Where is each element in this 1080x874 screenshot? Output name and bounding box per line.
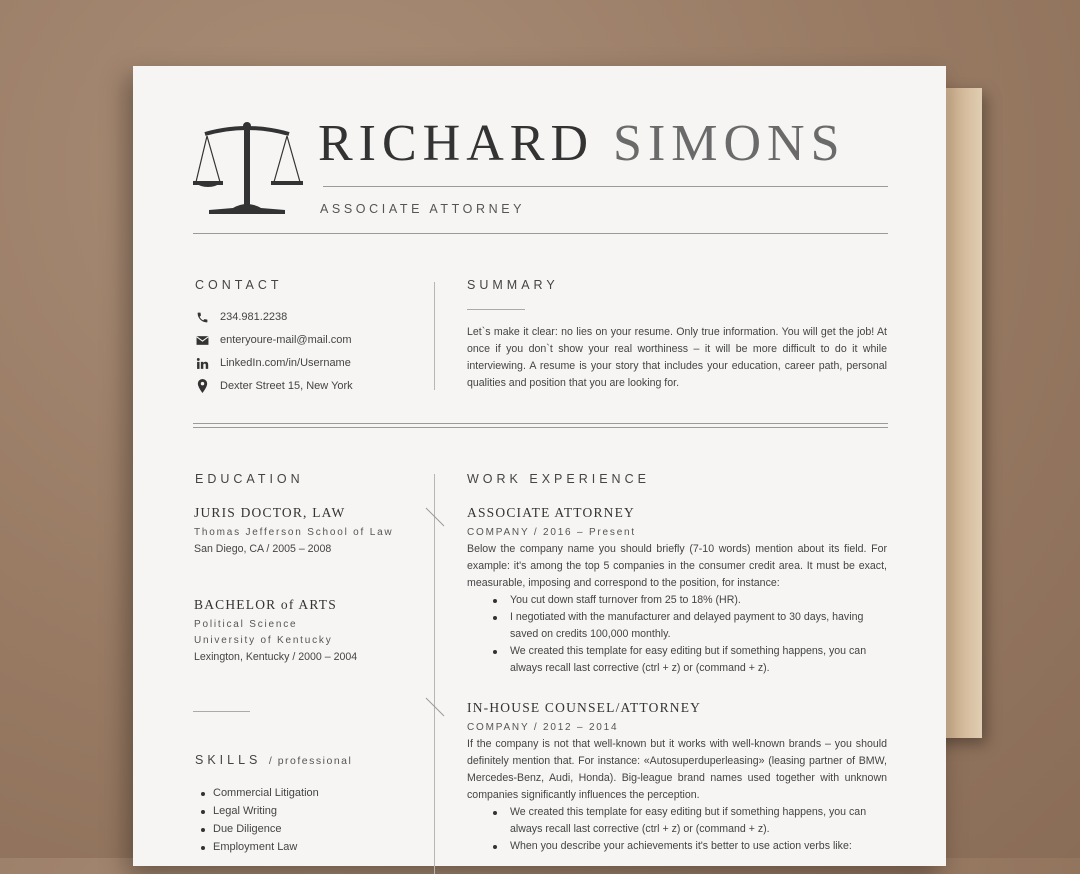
contact-linkedin <box>195 356 351 370</box>
divider-tick-2 <box>424 696 446 718</box>
linkedin-icon <box>195 356 209 370</box>
contact-title: CONTACT <box>195 278 283 292</box>
education-underline <box>193 711 250 712</box>
job-description: If the company is not that well-known but it works with well-known brands – you should definitely mention that. For instance: «Autosuperduperleasing» (leasing partner of BMW, Mercedes-Benz, Audi, Honda). Big-league brand names used together with unknown companies significantly influences the perception. <box>467 738 887 801</box>
skill-item: Legal Writing <box>195 802 319 820</box>
first-name: RICHARD <box>318 115 595 172</box>
contact-phone <box>195 310 287 324</box>
summary-underline <box>467 309 525 310</box>
school-name: Thomas Jefferson School of Law <box>194 527 394 538</box>
job-bullets <box>467 592 887 677</box>
skills-title: SKILLS <box>195 753 262 767</box>
job-company: COMPANY / 2012 – 2014 <box>467 722 619 733</box>
contact-email <box>195 333 352 347</box>
name-underline <box>323 186 888 187</box>
contact-phone-text: 234.981.2238 <box>220 311 288 323</box>
job-bullet: We created this template for easy editing but if something happens, you can always recall last corrective (ctrl + z) or (command + z). <box>467 643 887 677</box>
scales-of-justice-icon <box>193 120 303 216</box>
contact-email-text: enteryoure-mail@mail.com <box>220 334 352 346</box>
job-entry-2 <box>467 700 887 855</box>
email-icon <box>195 333 209 347</box>
skills-list <box>195 784 319 856</box>
degree-title: BACHELOR of ARTS <box>194 597 337 612</box>
last-name: SIMONS <box>613 115 846 172</box>
summary-text: Let`s make it clear: no lies on your resume. Only true information. You will get the job! At once if you don`t show your real worthiness – it will be more difficult to do it while interviewing. A resume is your story that includes your education, career path, personal qualities and position that you are looking for. <box>467 326 887 389</box>
resume-page <box>133 66 946 866</box>
degree-title: JURIS DOCTOR, LAW <box>194 505 346 520</box>
section-divider-top <box>193 423 888 424</box>
job-bullets <box>467 804 887 855</box>
job-company: COMPANY / 2016 – Present <box>467 527 637 538</box>
school-location: Lexington, Kentucky / 2000 – 2004 <box>194 651 358 663</box>
job-description: Below the company name you should briefly (7-10 words) mention about its field. For example: it's among the top 5 companies in the consumer credit area. It must be exact, measurable, imposing and correspond to the position, for instance: <box>467 543 887 589</box>
divider-tick-1 <box>424 506 446 528</box>
education-entry-1 <box>194 505 393 555</box>
contact-address <box>195 379 353 393</box>
skills-subtitle: / professional <box>268 755 353 767</box>
phone-icon <box>195 310 209 324</box>
summary-title: SUMMARY <box>467 278 559 292</box>
skill-item: Employment Law <box>195 838 319 856</box>
job-entry-1 <box>467 505 887 677</box>
job-title: ASSOCIATE ATTORNEY <box>467 505 635 520</box>
section-divider-bottom <box>193 427 888 428</box>
school-location: San Diego, CA / 2005 – 2008 <box>194 543 332 555</box>
skill-item: Commercial Litigation <box>195 784 319 802</box>
job-bullet: You cut down staff turnover from 25 to 18% (HR). <box>467 592 887 609</box>
skill-item: Due Diligence <box>195 820 319 838</box>
job-title: IN-HOUSE COUNSEL/ATTORNEY <box>467 700 702 715</box>
job-bullet: I negotiated with the manufacturer and delayed payment to 30 days, having saved on credits 100,000 monthly. <box>467 609 887 643</box>
contact-address-text: Dexter Street 15, New York <box>220 380 353 392</box>
job-role: ASSOCIATE ATTORNEY <box>320 202 526 216</box>
job-bullet: We created this template for easy editing but if something happens, you can always recall last corrective (ctrl + z) or (command + z). <box>467 804 887 838</box>
header-divider <box>193 233 888 234</box>
location-pin-icon <box>195 379 209 393</box>
education-entry-2 <box>194 597 357 663</box>
major-name: Political Science <box>194 619 298 630</box>
candidate-name <box>318 114 846 173</box>
job-bullet: When you describe your achievements it's better to use action verbs like: <box>467 838 887 855</box>
school-name: University of Kentucky <box>194 635 333 646</box>
contact-linkedin-text: LinkedIn.com/in/Username <box>220 357 351 369</box>
education-title: EDUCATION <box>195 472 304 486</box>
top-column-divider <box>434 282 435 390</box>
work-title: WORK EXPERIENCE <box>467 472 650 486</box>
skills-title-row <box>195 753 352 767</box>
main-column-divider <box>434 474 435 874</box>
